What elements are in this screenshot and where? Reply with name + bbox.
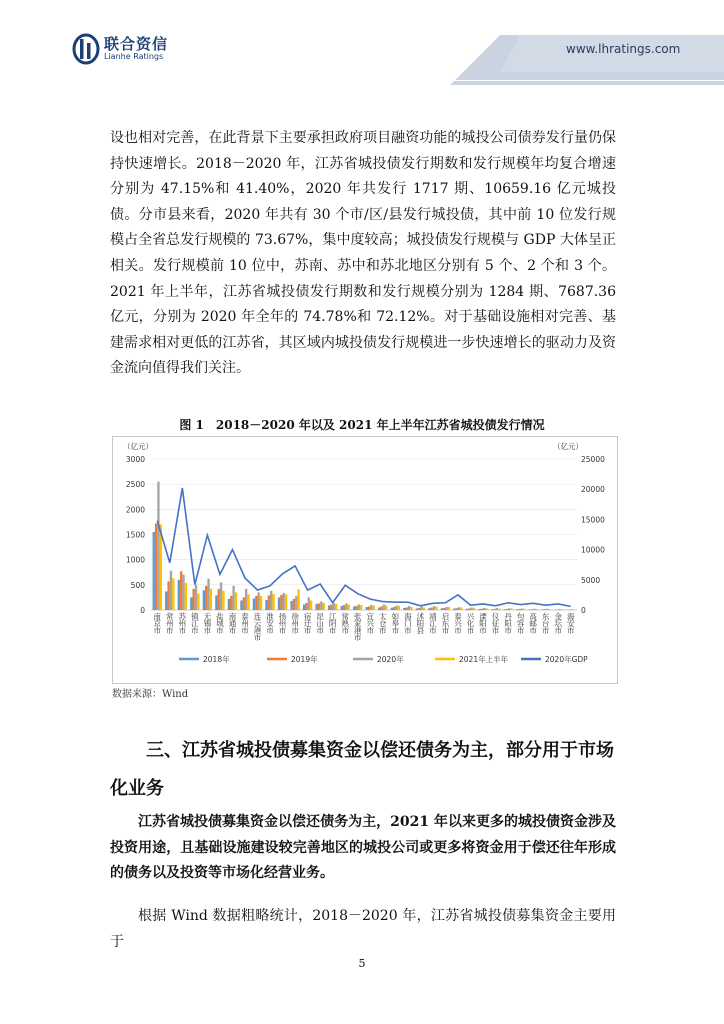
bar-s2020 <box>471 607 473 610</box>
x-tick-label: 海安市 <box>566 612 575 635</box>
bar-s2020 <box>295 596 297 610</box>
left-tick-label: 2500 <box>125 480 145 490</box>
bar-s2019 <box>431 607 433 610</box>
bar-s2019 <box>167 581 169 610</box>
body-paragraph-2: 江苏省城投债募集资金以偿还债务为主，2021 年以来更多的城投债资金涉及投资用途，且基础设施建设较完善地区的城投公司或更多将资金用于偿还往年形成的债务以及投资等市场化经营业务。 <box>110 814 616 882</box>
figure-title: 图 1 2018－2020 年以及 2021 年上半年江苏省城投债发行情况 <box>179 418 545 432</box>
bar-s2020 <box>245 589 247 610</box>
bar-s2018 <box>441 608 443 610</box>
bar-s2018 <box>341 606 343 610</box>
bar-s2018 <box>466 609 468 610</box>
bar-s2019 <box>418 608 420 610</box>
bar-s2021h1 <box>460 607 462 610</box>
bar-s2018 <box>278 597 280 610</box>
right-tick-label: 15000 <box>581 515 605 525</box>
x-tick-label: 太仓市 <box>379 612 387 635</box>
bar-s2018 <box>491 609 493 610</box>
bar-s2020 <box>232 586 234 610</box>
bar-s2020 <box>445 607 447 610</box>
bar-s2020 <box>420 606 422 610</box>
x-tick-label: 句容市 <box>516 612 525 635</box>
right-axis-unit: （亿元） <box>553 442 583 451</box>
x-tick-label: 东台市 <box>541 612 550 635</box>
bar-s2021h1 <box>360 605 362 610</box>
bar-s2019 <box>155 523 157 610</box>
bar-s2021h1 <box>535 609 537 610</box>
bar-s2019 <box>518 609 520 610</box>
left-tick-label: 1000 <box>125 555 145 565</box>
x-tick-label: 连云港市 <box>253 612 262 642</box>
x-tick-label: 兴化市 <box>466 612 475 635</box>
bar-s2021h1 <box>398 606 400 610</box>
bar-s2019 <box>368 606 370 610</box>
bar-s2021h1 <box>561 609 563 610</box>
bar-s2021h1 <box>285 594 287 610</box>
issuance-chart <box>112 436 618 684</box>
bar-s2018 <box>253 598 255 610</box>
bar-s2021h1 <box>272 594 274 610</box>
bar-s2018 <box>453 608 455 610</box>
bar-s2019 <box>218 589 220 610</box>
bar-s2019 <box>268 595 270 610</box>
bar-s2018 <box>378 607 380 610</box>
chart-gridlines <box>151 459 577 610</box>
bar-s2021h1 <box>222 591 224 610</box>
bar-s2018 <box>391 608 393 610</box>
bar-s2021h1 <box>573 609 575 610</box>
gdp-line-path <box>157 488 570 606</box>
right-tick-label: 25000 <box>581 455 605 464</box>
bar-s2019 <box>230 596 232 610</box>
chart-canvas <box>113 437 617 683</box>
bar-s2021h1 <box>423 607 425 610</box>
x-tick-label: 海门市 <box>404 612 412 635</box>
x-tick-label: 盐城市 <box>216 612 224 635</box>
page-header <box>0 0 724 85</box>
bar-s2020 <box>283 593 285 610</box>
bar-s2021h1 <box>235 592 237 610</box>
bar-s2020 <box>170 571 172 610</box>
bar-s2020 <box>546 609 548 610</box>
bar-s2018 <box>503 609 505 610</box>
bar-s2018 <box>190 597 192 610</box>
bar-s2018 <box>366 607 368 610</box>
bar-s2021h1 <box>348 604 350 610</box>
bar-s2020 <box>558 609 560 610</box>
right-axis-ticks <box>581 455 605 615</box>
bar-s2020 <box>395 605 397 610</box>
bar-s2021h1 <box>548 609 550 610</box>
bar-s2021h1 <box>448 607 450 610</box>
bar-s2018 <box>416 608 418 610</box>
bar-s2019 <box>493 609 495 610</box>
gdp-line <box>157 488 570 606</box>
bar-s2021h1 <box>523 609 525 610</box>
bar-s2020 <box>182 575 184 610</box>
bar-s2021h1 <box>185 583 187 610</box>
bar-s2020 <box>483 608 485 610</box>
x-tick-label: 泰州市 <box>241 612 249 635</box>
bar-s2020 <box>320 601 322 610</box>
bar-s2018 <box>541 609 543 610</box>
bar-s2018 <box>516 609 518 610</box>
left-tick-label: 500 <box>130 580 145 590</box>
left-tick-label: 1500 <box>125 530 145 540</box>
section-heading-3: 三、江苏省城投债募集资金以偿还债务为主，部分用于市场化业务 <box>110 740 614 799</box>
bar-s2020 <box>370 605 372 610</box>
bar-s2019 <box>355 606 357 610</box>
bar-s2018 <box>290 601 292 610</box>
left-axis-unit: （亿元） <box>123 442 153 451</box>
x-tick-label: 丹阳市 <box>504 612 512 635</box>
bar-s2021h1 <box>485 608 487 610</box>
bar-s2020 <box>408 606 410 610</box>
bar-s2020 <box>508 608 510 610</box>
bar-s2019 <box>330 604 332 610</box>
chart-bars <box>153 482 576 610</box>
bar-s2020 <box>207 579 209 610</box>
bar-s2019 <box>543 609 545 610</box>
bar-s2021h1 <box>385 605 387 610</box>
body-paragraph-1: 设也相对完善，在此背景下主要承担政府项目融资功能的城投公司债券发行量仍保持快速增长。2018－2020 年，江苏省城投债发行期数和发行规模年均复合增速分别为 47.15%和 41.40%，2020 年共发行 1717 期、10659.16 亿元城投债。分市县来看，2020 年共有 30 个市/区/县发行城投债，其中前 10 位发行规模占全省总发行规模的 73.67%，集中度较高；城投债发行规模与 GDP 大体呈正相关。发行规模前 10 位中，苏南、苏中和苏北地区分别有 5 个、2 个和 3 个。2021 年上半年，江苏省城投债发行期数和发行规模分别为 1284 期、7687.36 亿元，分别为 2020 年全年的 74.78%和 72.12%。对于基础设施相对完善、基建需求相对更低的江苏省，其区域内城投债发行规模进一步快速增长的驱动力及资金流向值得我们关注。 <box>110 130 616 377</box>
bar-s2019 <box>468 608 470 610</box>
bar-s2020 <box>333 603 335 610</box>
bar-s2020 <box>345 603 347 610</box>
logo-chinese-text: 联合资信 <box>104 35 169 53</box>
bar-s2019 <box>393 607 395 610</box>
bar-s2019 <box>380 606 382 610</box>
bar-s2021h1 <box>172 578 174 610</box>
bar-s2020 <box>571 609 573 610</box>
bar-s2018 <box>528 609 530 610</box>
x-tick-label: 泰兴市 <box>454 612 462 635</box>
bar-s2019 <box>318 603 320 610</box>
x-axis-labels <box>154 611 575 642</box>
body-paragraph-3: 根据 Wind 数据粗略统计，2018－2020 年，江苏省城投债募集资金主要用于 <box>110 908 616 950</box>
data-source-note: 数据来源：Wind <box>112 689 189 700</box>
bar-s2020 <box>496 608 498 610</box>
x-tick-label: 沭阳县 <box>416 612 425 635</box>
bar-s2019 <box>280 595 282 610</box>
bar-s2021h1 <box>210 589 212 610</box>
x-tick-label: 南京市 <box>153 612 162 635</box>
right-tick-label: 0 <box>581 606 586 615</box>
bar-s2019 <box>456 608 458 610</box>
chart-legend <box>179 654 588 664</box>
bar-s2019 <box>305 603 307 610</box>
bar-s2019 <box>481 609 483 610</box>
bar-s2018 <box>353 606 355 610</box>
bar-s2018 <box>203 590 205 610</box>
x-tick-label: 无锡市 <box>203 612 212 635</box>
bar-s2020 <box>270 591 272 610</box>
bar-s2019 <box>443 608 445 610</box>
bar-s2018 <box>328 605 330 610</box>
x-tick-label: 高邮市 <box>529 612 537 635</box>
x-tick-label: 靖江市 <box>429 612 437 635</box>
bar-s2021h1 <box>435 606 437 610</box>
bar-s2020 <box>458 607 460 610</box>
bar-s2020 <box>195 585 197 610</box>
bar-s2018 <box>428 608 430 610</box>
bar-s2018 <box>403 608 405 610</box>
bar-s2021h1 <box>322 603 324 610</box>
legend-label: 2018年 <box>203 655 230 664</box>
bar-s2019 <box>556 609 558 610</box>
bar-s2019 <box>193 589 195 610</box>
bar-s2020 <box>358 604 360 610</box>
x-tick-label: 常州市 <box>166 612 174 635</box>
bar-s2019 <box>243 597 245 610</box>
x-tick-label: 南通市 <box>228 612 237 635</box>
bar-s2021h1 <box>310 600 312 610</box>
lianhe-logo-icon <box>72 33 100 65</box>
bar-s2018 <box>178 580 180 610</box>
x-tick-label: 苏州市 <box>178 612 187 635</box>
x-tick-label: 宜兴市 <box>366 612 375 635</box>
bar-s2020 <box>533 609 535 610</box>
bar-s2021h1 <box>410 607 412 610</box>
x-tick-label: 镇江市 <box>191 612 199 635</box>
x-tick-label: 张家港市 <box>353 612 362 642</box>
bar-s2020 <box>433 606 435 610</box>
x-tick-label: 溧阳市 <box>479 612 487 635</box>
legend-label: 2020年 <box>377 655 404 664</box>
bar-s2018 <box>153 532 155 610</box>
legend-label: 2019年 <box>291 655 318 664</box>
bar-s2021h1 <box>510 608 512 610</box>
lianhe-logo[interactable] <box>72 33 182 65</box>
page-number: 5 <box>358 957 366 970</box>
bar-s2019 <box>506 609 508 610</box>
bar-s2018 <box>265 600 267 610</box>
x-tick-label: 江阴市 <box>328 612 337 635</box>
x-tick-label: 宿迁市 <box>303 612 312 635</box>
bar-s2018 <box>315 604 317 610</box>
bar-s2020 <box>220 582 222 610</box>
bar-s2020 <box>157 482 159 610</box>
bar-s2020 <box>521 608 523 610</box>
x-tick-label: 扬州市 <box>278 612 287 635</box>
bar-s2021h1 <box>247 594 249 610</box>
bar-s2021h1 <box>335 604 337 610</box>
bar-s2018 <box>228 599 230 610</box>
left-tick-label: 3000 <box>125 455 145 464</box>
bar-s2021h1 <box>260 596 262 610</box>
bar-s2019 <box>531 609 533 610</box>
left-tick-label: 0 <box>140 606 145 615</box>
legend-label: 2020年GDP <box>545 655 588 664</box>
x-tick-label: 徐州市 <box>291 612 299 635</box>
left-tick-label: 2000 <box>125 505 145 515</box>
logo-english-text: Lianhe Ratings <box>104 52 164 61</box>
x-tick-label: 常熟市 <box>341 612 349 635</box>
x-tick-label: 金坛市 <box>554 612 562 635</box>
bar-s2021h1 <box>297 589 299 610</box>
bar-s2019 <box>406 607 408 610</box>
bar-s2018 <box>240 600 242 610</box>
bar-s2021h1 <box>473 608 475 610</box>
bar-s2019 <box>180 571 182 610</box>
bar-s2018 <box>303 604 305 610</box>
bar-s2020 <box>383 604 385 610</box>
legend-label: 2021年上半年 <box>459 655 509 664</box>
x-tick-label: 启东市 <box>441 612 450 635</box>
x-tick-label: 如皋市 <box>391 612 400 635</box>
left-axis-ticks <box>126 455 145 615</box>
bar-s2021h1 <box>197 593 199 610</box>
x-tick-label: 淮安市 <box>266 612 274 635</box>
x-tick-label: 昆山市 <box>316 612 324 635</box>
bar-s2021h1 <box>498 608 500 610</box>
x-tick-label: 仪征市 <box>491 612 500 635</box>
bar-s2020 <box>308 597 310 610</box>
bar-s2018 <box>215 595 217 610</box>
right-tick-label: 10000 <box>581 545 605 555</box>
bar-s2021h1 <box>373 605 375 610</box>
bar-s2019 <box>205 586 207 610</box>
right-tick-label: 20000 <box>581 485 605 495</box>
bar-s2018 <box>478 609 480 610</box>
website-url[interactable]: www.lhratings.com <box>566 42 681 56</box>
right-tick-label: 5000 <box>581 575 601 585</box>
bar-s2018 <box>165 591 167 610</box>
bar-s2019 <box>255 596 257 610</box>
bar-s2020 <box>258 592 260 610</box>
bar-s2019 <box>343 605 345 610</box>
bar-s2019 <box>293 599 295 610</box>
